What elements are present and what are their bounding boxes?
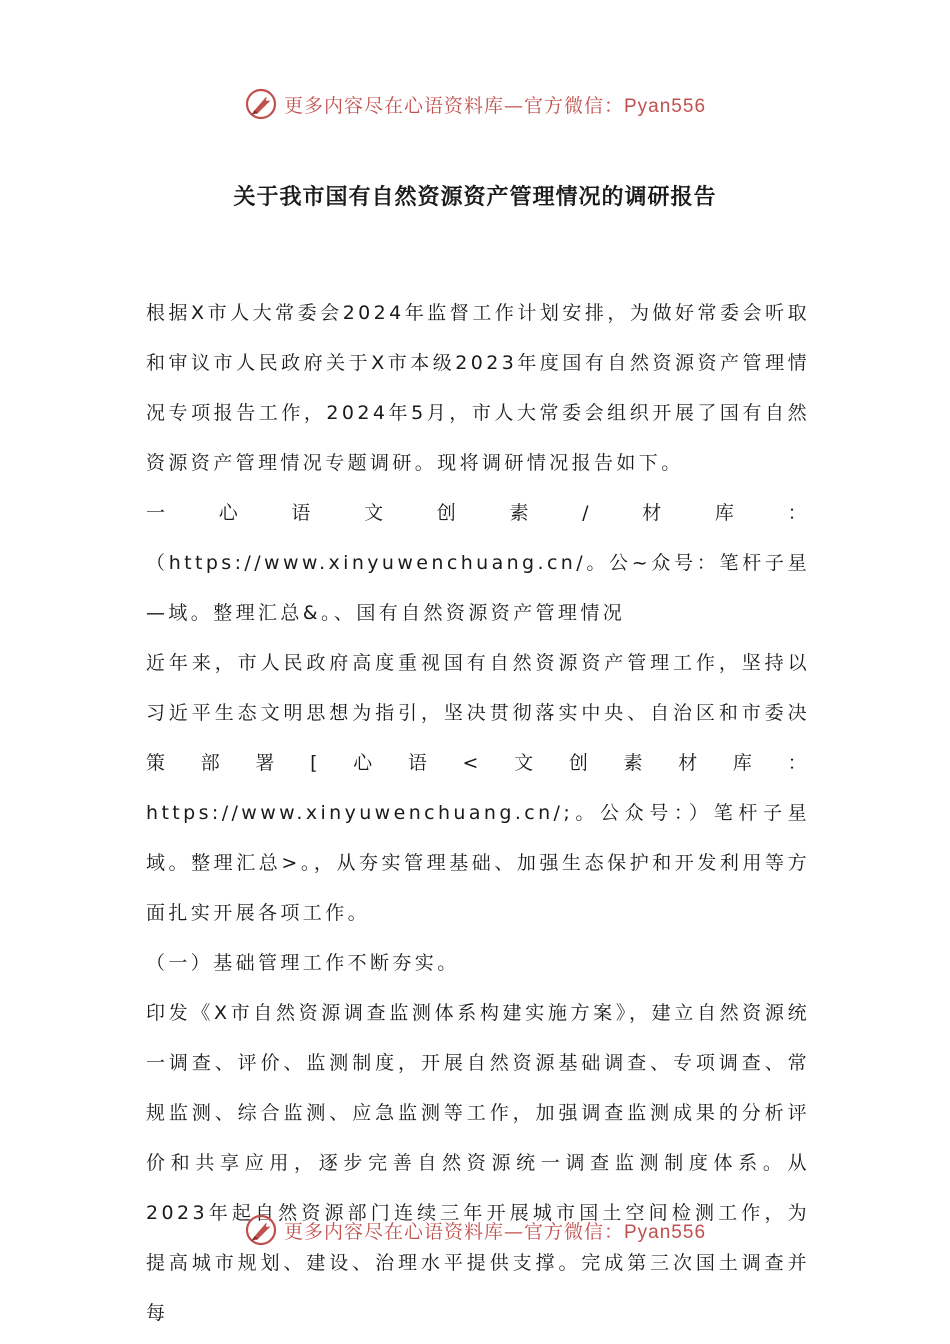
banner-text: 更多内容尽在心语资料库—官方微信：Pyan556 bbox=[283, 94, 707, 117]
header-banner bbox=[0, 82, 950, 126]
pen-nib-logo-icon bbox=[244, 1213, 278, 1247]
paragraph: 近年来，市人民政府高度重视国有自然资源资产管理工作，坚持以习近平生态文明思想为指引，坚决贯彻落实中央、自治区和市委决策部署[心语<文创素材库：https://www.xinyuwenchuang.cn/;。公众号：）笔杆子星域。整理汇总>。，从夯实管理基础、加强生态保护和开发利用等方面扎实开展各项工作。 bbox=[146, 652, 810, 924]
banner-wechat: Pyan556 bbox=[624, 95, 707, 117]
pen-nib-logo-icon bbox=[244, 87, 278, 121]
paragraph: 印发《X市自然资源调查监测体系构建实施方案》，建立自然资源统一调查、评价、监测制度，开展自然资源基础调查、专项调查、常规监测、综合监测、应急监测等工作，加强调查监测成果的分析评价和共享应用，逐步完善自然资源统一调查监测制度体系。从2023年起自然资源部门连续三年开展城市国土空间检测工作，为提高城市规划、建设、治理水平提供支撑。完成第三次国土调查并每 bbox=[146, 1002, 810, 1324]
section-heading: （一）基础管理工作不断夯实。 bbox=[146, 952, 460, 974]
paragraph: 一心语文创素/材库：（https://www.xinyuwenchuang.cn/。公~众号：笔杆子星—域。整理汇总&。、国有自然资源资产管理情况 bbox=[146, 502, 810, 624]
paragraph: 根据X市人大常委会2024年监督工作计划安排，为做好常委会听取和审议市人民政府关于X市本级2023年度国有自然资源资产管理情况专项报告工作，2024年5月，市人大常委会组织开展了国有自然资源资产管理情况专题调研。现将调研情况报告如下。 bbox=[146, 302, 810, 474]
banner-wechat: Pyan556 bbox=[624, 1221, 707, 1243]
document-body bbox=[146, 288, 810, 1338]
document-title: 关于我市国有自然资源资产管理情况的调研报告 bbox=[233, 184, 717, 210]
banner-text: 更多内容尽在心语资料库—官方微信：Pyan556 bbox=[283, 1220, 707, 1243]
footer-banner bbox=[0, 1208, 950, 1252]
